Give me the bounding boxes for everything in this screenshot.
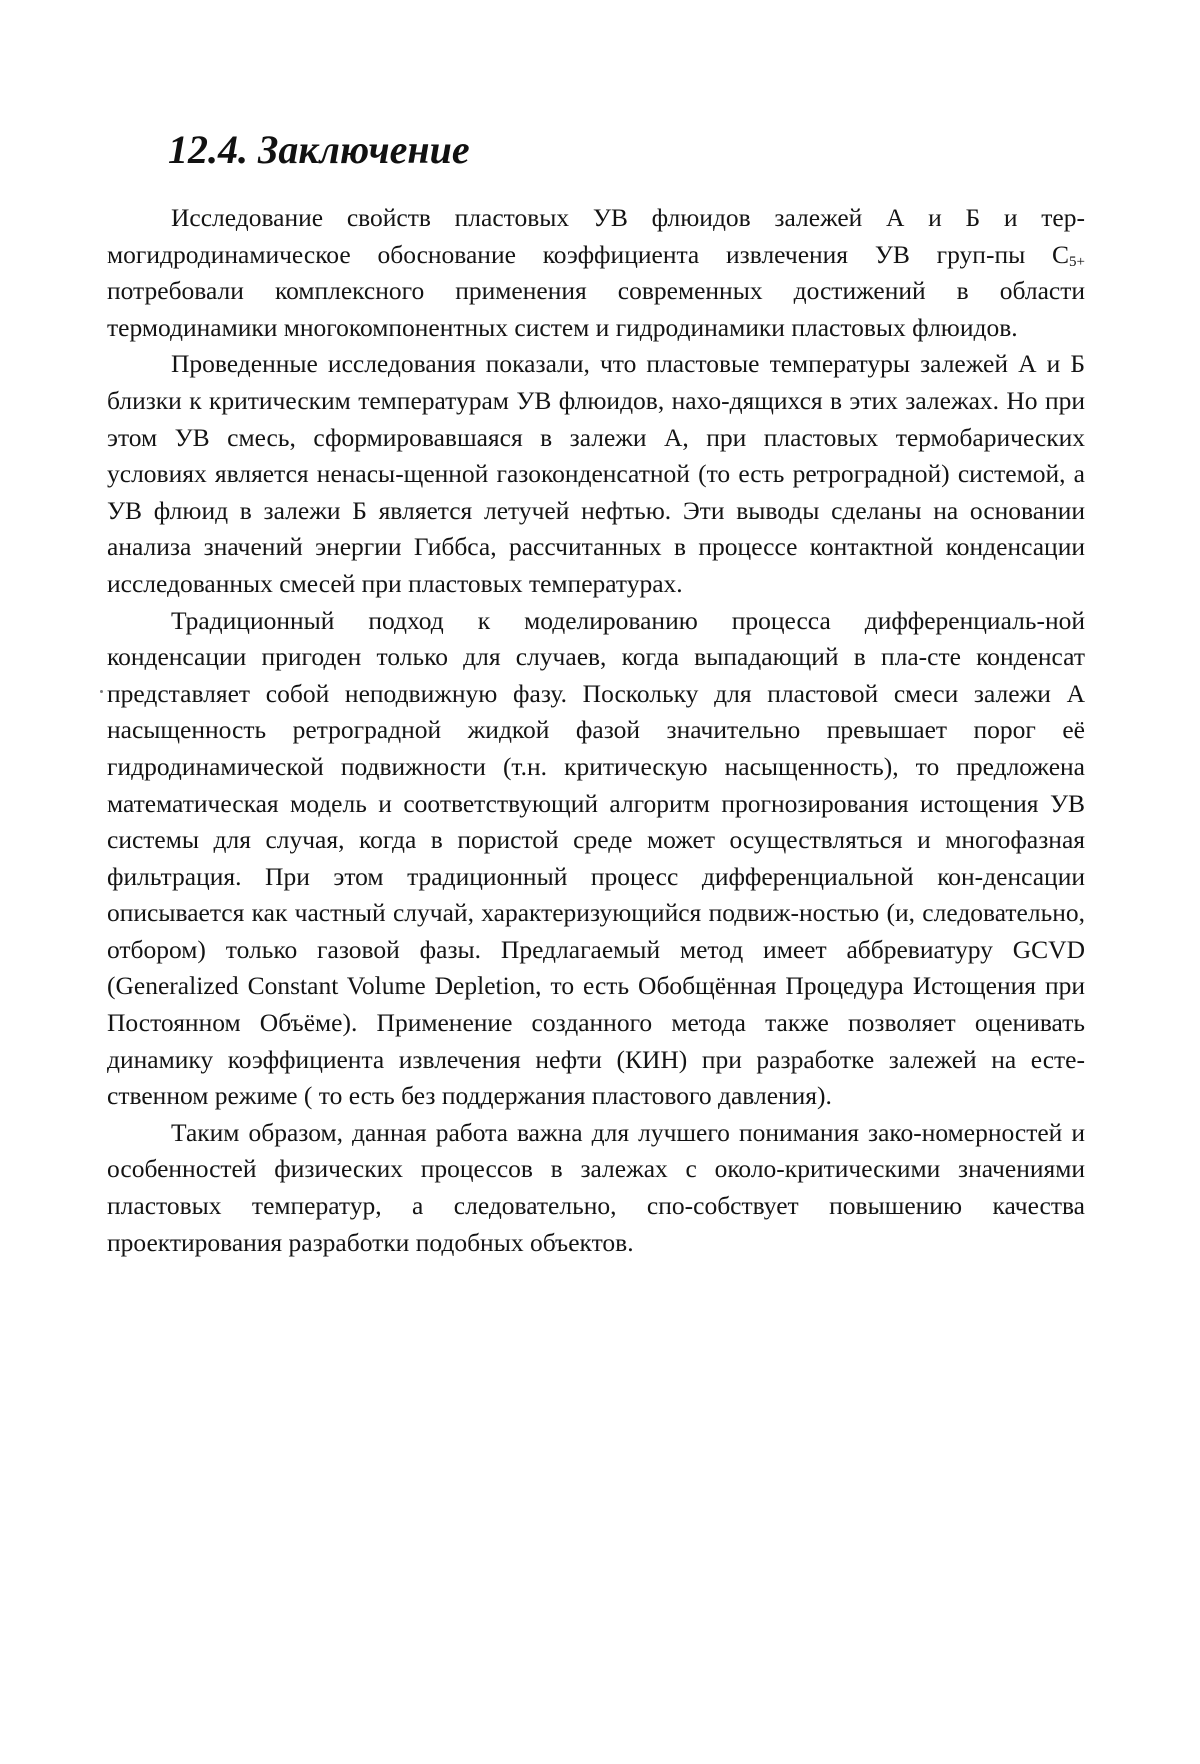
scan-speck <box>100 690 103 693</box>
section-body <box>107 200 1085 1261</box>
paragraph-1-subscript: 5+ <box>1069 253 1085 270</box>
section-title: 12.4. Заключение <box>168 127 470 172</box>
paragraph-1-text-end: потребовали комплексного применения современных достижений в области термодинамики многокомпонентных систем и гидродинамики пластовых флюидов. <box>107 276 1085 342</box>
paragraph-3: Традиционный подход к моделированию процесса дифференциаль-ной конденсации пригоден только для случаев, когда выпадающий в пла-сте конденсат представляет собой неподвижную фазу. Поскольку для пластовой смеси залежи А насыщенность ретроградной жидкой фазой значительно превышает порог её гидродинамической подвижности (т.н. критическую насыщенность), то предложена математическая модель и соответствующий алгоритм прогнозирования истощения УВ системы для случая, когда в пористой среде может осуществляться и многофазная фильтрация. При этом традиционный процесс дифференциальной кон-денсации описывается как частный случай, характеризующийся подвиж-ностью (и, следовательно, отбором) только газовой фазы. Предлагаемый метод имеет аббревиатуру GCVD (Generalized Constant Volume Depletion, то есть Обобщённая Процедура Истощения при Постоянном Объёме). Применение созданного метода также позволяет оценивать динамику коэффициента извлечения нефти (КИН) при разработке залежей на есте-ственном режиме ( то есть без поддержания пластового давления). <box>107 605 1085 1111</box>
paragraph-2: Проведенные исследования показали, что пластовые температуры залежей А и Б близки к критическим температурам УВ флюидов, нахо-дящихся в этих залежах. Но при этом УВ смесь, сформировавшаяся в залежи А, при пластовых термобарических условиях является ненасы-щенной газоконденсатной (то есть ретроградной) системой, а УВ флюид в залежи Б является летучей нефтью. Эти выводы сделаны на основании анализа значений энергии Гиббса, рассчитанных в процессе контактной конденсации исследованных смесей при пластовых температурах. <box>107 349 1085 598</box>
paragraph-4: Таким образом, данная работа важна для лучшего понимания зако-номерностей и особенностей физических процессов в залежах с около-критическими значениями пластовых температур, а следовательно, спо-собствует повышению качества проектирования разработки подобных объектов. <box>107 1117 1085 1257</box>
paragraph-1 <box>107 200 1085 346</box>
paragraph-1-text-start: Исследование свойств пластовых УВ флюидов залежей А и Б и тер-могидродинамическое обоснование коэффициента извлечения УВ груп-пы С <box>107 203 1085 269</box>
